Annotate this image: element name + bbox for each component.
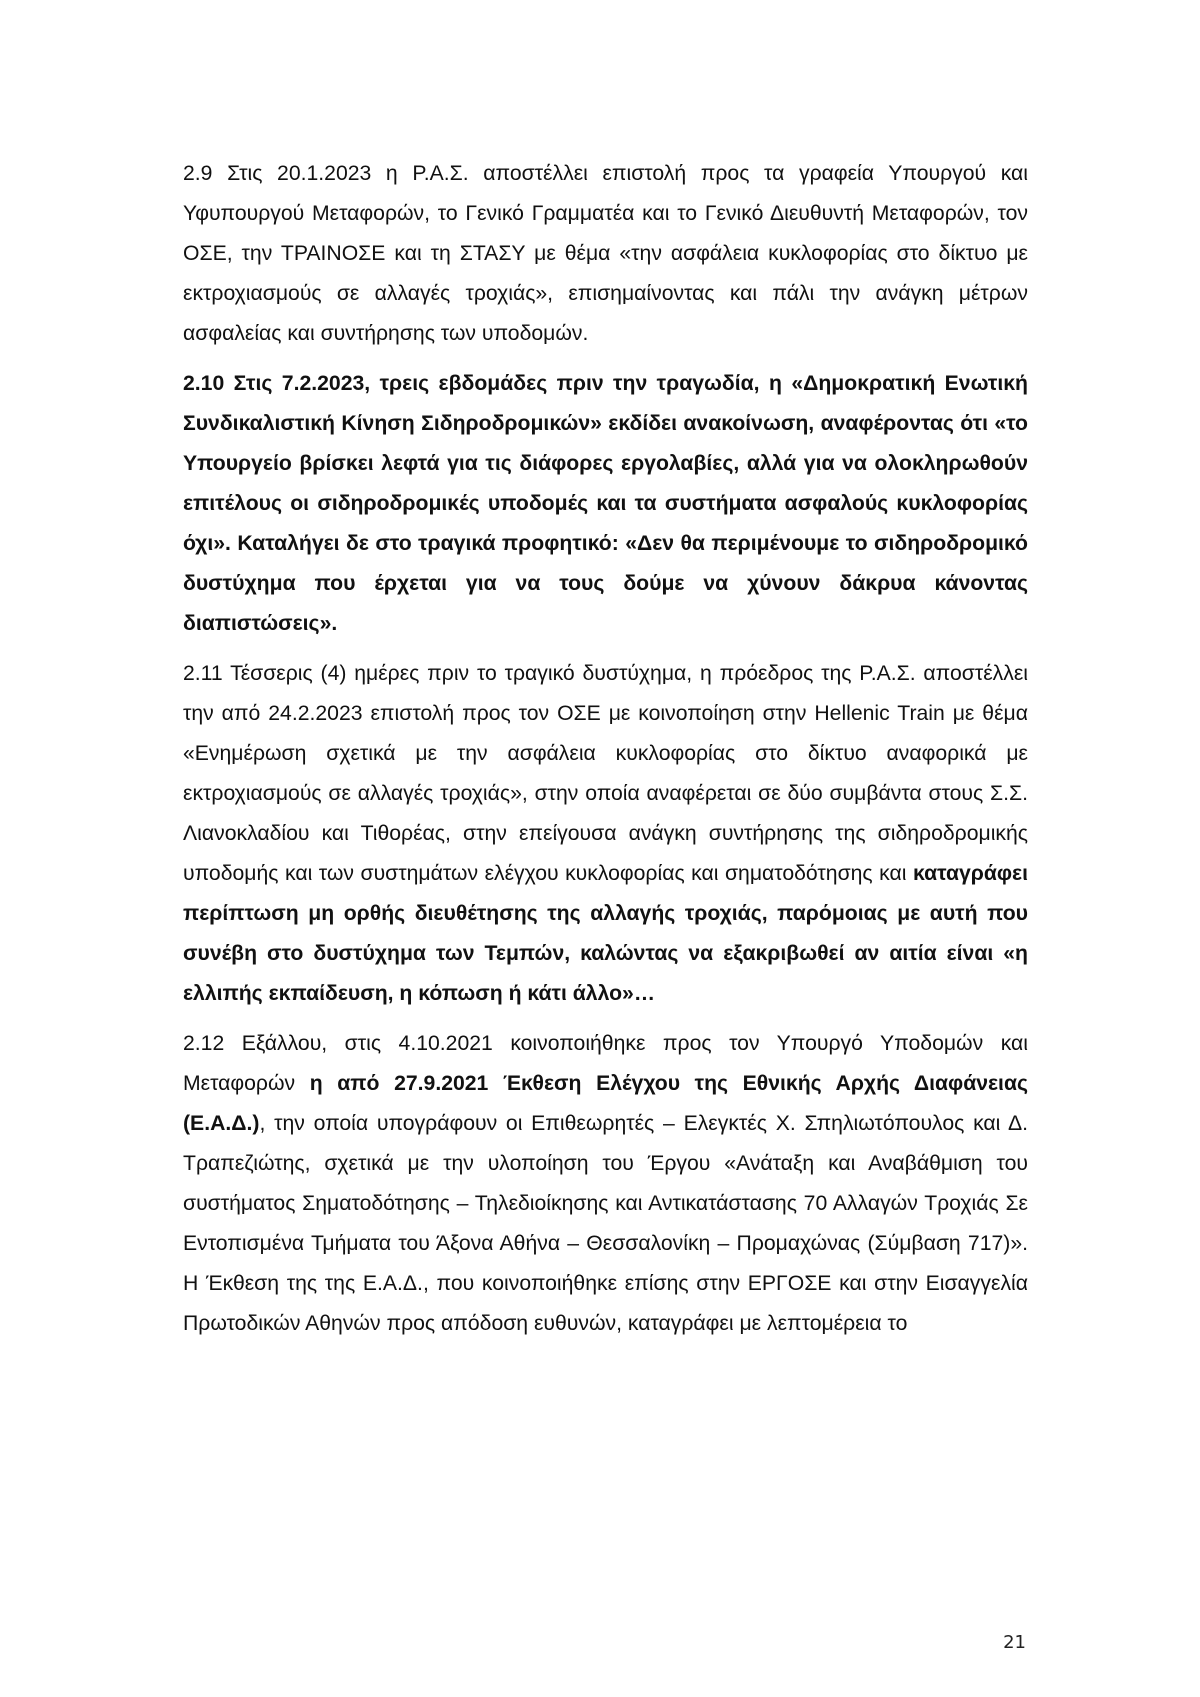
paragraph-text-bold: καταγράφει περίπτωση μη ορθής διευθέτησης της αλλαγής τροχιάς, παρόμοιας με αυτή που συνέβη στο δυστύχημα των Τεμπών, καλώντας να εξακριβωθεί αν αιτία είναι «η ελλιπής εκπαίδευση, η κόπωση ή κάτι άλλο»… [183,862,1028,1005]
page-body [183,154,1028,1354]
paragraph-2-9 [183,154,1028,354]
paragraph-2-10 [183,364,1028,644]
paragraph-text: 2.12 Εξάλλου, στις 4.10.2021 κοινοποιήθηκε προς τον Υπουργό Υποδομών και Μεταφορών [183,1032,1028,1095]
paragraph-text-bold: η από 27.9.2021 Έκθεση Ελέγχου της Εθνικής Αρχής Διαφάνειας (Ε.Α.Δ.) [183,1072,1028,1135]
paragraph-2-12 [183,1024,1028,1344]
paragraph-2-11 [183,654,1028,1014]
paragraph-text-bold: 2.10 Στις 7.2.2023, τρεις εβδομάδες πριν την τραγωδία, η «Δημοκρατική Ενωτική Συνδικαλιστική Κίνηση Σιδηροδρομικών» εκδίδει ανακοίνωση, αναφέροντας ότι «το Υπουργείο βρίσκει λεφτά για τις διάφορες εργολαβίες, αλλά για να ολοκληρωθούν επιτέλους οι σιδηροδρομικές υποδομές και τα συστήματα ασφαλούς κυκλοφορίας όχι». Καταλήγει δε στο τραγικά προφητικό: «Δεν θα περιμένουμε το σιδηροδρομικό δυστύχημα που έρχεται για να τους δούμε να χύνουν δάκρυα κάνοντας διαπιστώσεις». [183,372,1028,635]
paragraph-text: , την οποία υπογράφουν οι Επιθεωρητές – Ελεγκτές Χ. Σπηλιωτόπουλος και Δ. Τραπεζιώτης, σχετικά με την υλοποίηση του Έργου «Ανάταξη και Αναβάθμιση του συστήματος Σηματοδότησης – Τηλεδιοίκησης και Αντικατάστασης 70 Αλλαγών Τροχιάς Σε Εντοπισμένα Τμήματα του Άξονα Αθήνα – Θεσσαλονίκη – Προμαχώνας (Σύμβαση 717)». Η Έκθεση της της Ε.Α.Δ., που κοινοποιήθηκε επίσης στην ΕΡΓΟΣΕ και στην Εισαγγελία Πρωτοδικών Αθηνών προς απόδοση ευθυνών, καταγράφει με λεπτομέρεια το [183,1112,1028,1335]
page-number: 21 [1003,1632,1026,1653]
paragraph-text: 2.9 Στις 20.1.2023 η Ρ.Α.Σ. αποστέλλει επιστολή προς τα γραφεία Υπουργού και Υφυπουργού Μεταφορών, το Γενικό Γραμματέα και το Γενικό Διευθυντή Μεταφορών, τον ΟΣΕ, την ΤΡΑΙΝΟΣΕ και τη ΣΤΑΣΥ με θέμα «την ασφάλεια κυκλοφορίας στο δίκτυο με εκτροχιασμούς σε αλλαγές τροχιάς», επισημαίνοντας και πάλι την ανάγκη μέτρων ασφαλείας και συντήρησης των υποδομών. [183,162,1028,345]
paragraph-text: 2.11 Τέσσερις (4) ημέρες πριν το τραγικό δυστύχημα, η πρόεδρος της Ρ.Α.Σ. αποστέλλει την από 24.2.2023 επιστολή προς τον ΟΣΕ με κοινοποίηση στην Hellenic Train με θέμα «Ενημέρωση σχετικά με την ασφάλεια κυκλοφορίας στο δίκτυο αναφορικά με εκτροχιασμούς σε αλλαγές τροχιάς», στην οποία αναφέρεται σε δύο συμβάντα στους Σ.Σ. Λιανοκλαδίου και Τιθορέας, στην επείγουσα ανάγκη συντήρησης της σιδηροδρομικής υποδομής και των συστημάτων ελέγχου κυκλοφορίας και σηματοδότησης και [183,662,1028,885]
